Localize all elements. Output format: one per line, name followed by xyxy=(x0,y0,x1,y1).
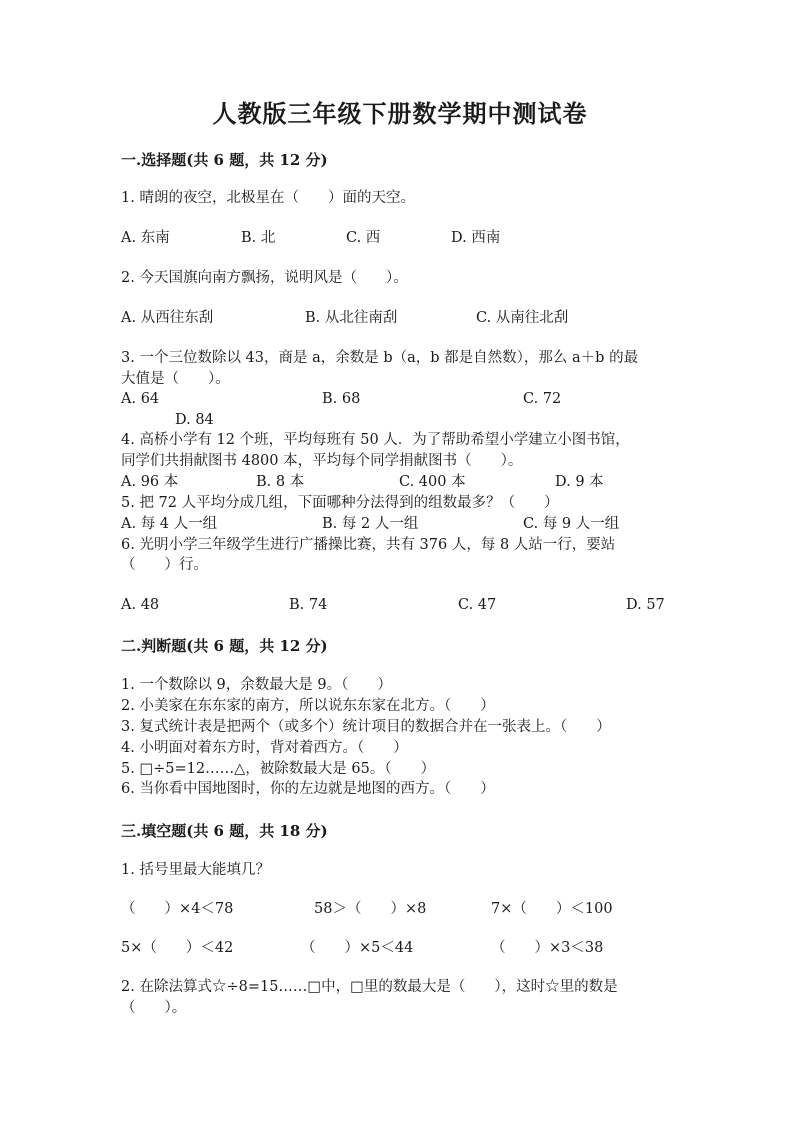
judgement-item: 6. 当你看中国地图时，你的左边就是地图的西方。（ ） xyxy=(121,781,495,797)
fill-expression: （ ）×4＜78 xyxy=(121,901,234,917)
question-stem-cont: 大值是（ ）。 xyxy=(121,371,230,387)
option-c: C. 400 本 xyxy=(399,474,466,490)
option-b: B. 北 xyxy=(241,230,276,246)
question-stem: 6. 光明小学三年级学生进行广播操比赛，共有 376 人，每 8 人站一行，要站 xyxy=(121,537,616,553)
question-stem-cont: （ ）。 xyxy=(121,1000,187,1016)
question-stem: 3. 一个三位数除以 43，商是 a，余数是 b（a，b 都是自然数），那么 a＋b 的最 xyxy=(121,350,639,366)
judgement-item: 1. 一个数除以 9，余数最大是 9。（ ） xyxy=(121,677,392,693)
option-c: C. 从南往北刮 xyxy=(476,310,569,326)
option-a: A. 从西往东刮 xyxy=(121,310,214,326)
fill-expression: （ ）×3＜38 xyxy=(491,940,604,956)
judgement-item: 3. 复式统计表是把两个（或多个）统计项目的数据合并在一张表上。（ ） xyxy=(121,719,611,735)
option-a: A. 东南 xyxy=(121,230,170,246)
question-stem: 5. 把 72 人平均分成几组，下面哪种分法得到的组数最多？（ ） xyxy=(121,495,559,511)
judgement-item: 5. □÷5=12……△，被除数最大是 65。（ ） xyxy=(121,761,436,777)
question-stem: 2. 今天国旗向南方飘扬，说明风是（ ）。 xyxy=(121,270,408,286)
option-c: C. 每 9 人一组 xyxy=(523,516,620,532)
page-title: 人教版三年级下册数学期中测试卷 xyxy=(212,99,588,128)
option-d: D. 84 xyxy=(175,412,214,428)
option-b: B. 从北往南刮 xyxy=(305,310,398,326)
fill-expression: 5×（ ）＜42 xyxy=(121,940,234,956)
question-stem: 2. 在除法算式☆÷8=15……□中，□里的数最大是（ ），这时☆里的数是 xyxy=(121,979,618,995)
option-d: D. 57 xyxy=(626,597,665,613)
option-a: A. 96 本 xyxy=(121,474,179,490)
option-c: C. 72 xyxy=(523,391,562,407)
option-c: C. 西 xyxy=(346,230,381,246)
option-b: B. 每 2 人一组 xyxy=(322,516,419,532)
judgement-item: 4. 小明面对着东方时，背对着西方。（ ） xyxy=(121,740,408,756)
question-stem: 4. 高桥小学有 12 个班，平均每班有 50 人．为了帮助希望小学建立小图书馆， xyxy=(121,432,630,448)
option-d: D. 9 本 xyxy=(555,474,604,490)
option-d: D. 西南 xyxy=(451,230,501,246)
option-a: A. 64 xyxy=(121,391,160,407)
question-stem: 1. 晴朗的夜空，北极星在（ ）面的天空。 xyxy=(121,190,415,206)
fill-expression: （ ）×5＜44 xyxy=(301,940,414,956)
option-b: B. 68 xyxy=(322,391,361,407)
option-c: C. 47 xyxy=(458,597,497,613)
question-stem-cont: 同学们共捐献图书 4800 本，平均每个同学捐献图书（ ）。 xyxy=(121,453,523,469)
question-stem: 1. 括号里最大能填几？ xyxy=(121,862,270,878)
section-heading-choice: 一.选择题(共 6 题，共 12 分) xyxy=(121,151,328,169)
fill-expression: 58＞（ ）×8 xyxy=(314,901,427,917)
option-a: A. 每 4 人一组 xyxy=(121,516,218,532)
question-stem-cont: （ ）行。 xyxy=(121,557,208,573)
section-heading-judgement: 二.判断题(共 6 题，共 12 分) xyxy=(121,637,328,655)
option-b: B. 74 xyxy=(289,597,328,613)
option-a: A. 48 xyxy=(121,597,160,613)
section-heading-fill: 三.填空题(共 6 题，共 18 分) xyxy=(121,822,328,840)
fill-expression: 7×（ ）＜100 xyxy=(491,901,613,917)
option-b: B. 8 本 xyxy=(256,474,305,490)
judgement-item: 2. 小美家在东东家的南方，所以说东东家在北方。（ ） xyxy=(121,698,495,714)
